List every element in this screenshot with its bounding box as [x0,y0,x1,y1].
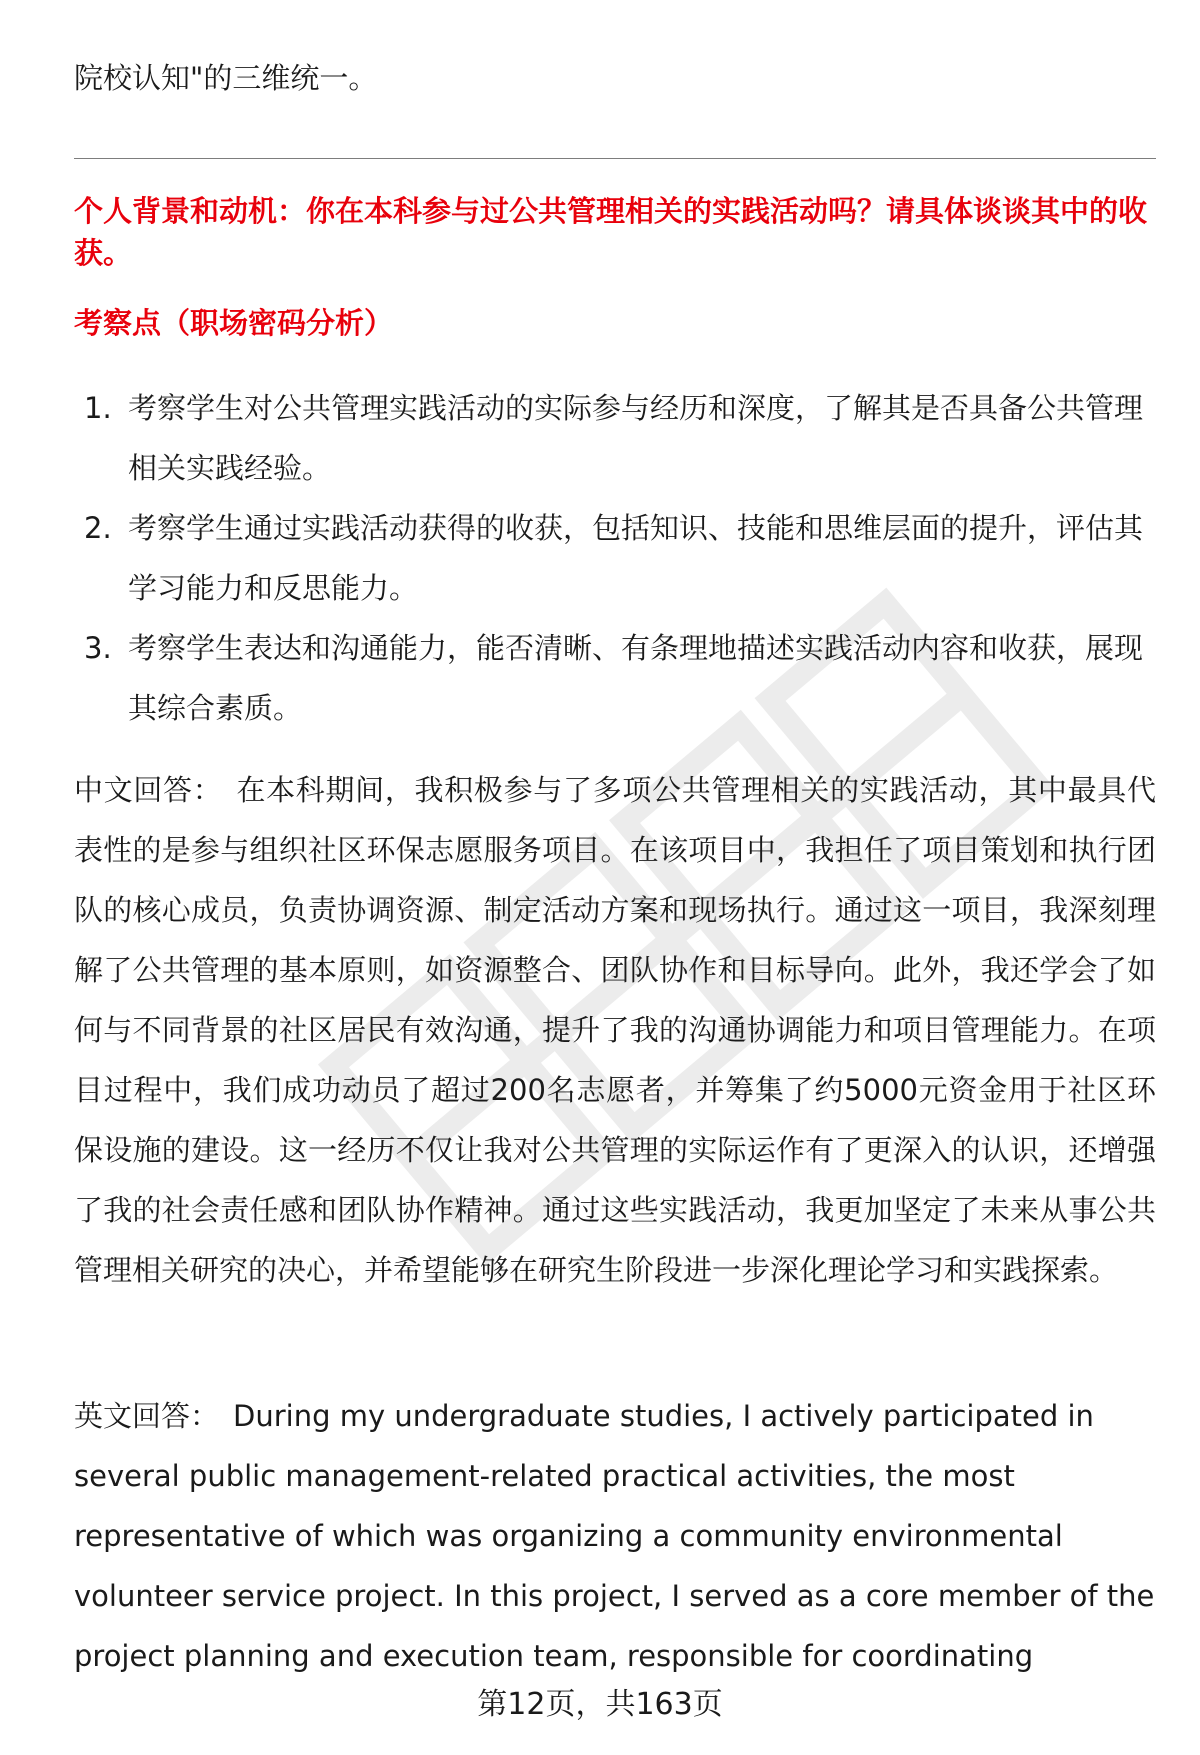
list-item-number: 3. [84,631,112,665]
page-number: 第12页，共163页 [477,1687,723,1722]
list-item-number: 2. [84,511,112,545]
assessment-title: 考察点（职场密码分析） [74,306,394,340]
list-item [74,378,1156,498]
chinese-answer-text: 在本科期间，我积极参与了多项公共管理相关的实践活动，其中最具代表性的是参与组织社区环保志愿服务项目。在该项目中，我担任了项目策划和执行团队的核心成员，负责协调资源、制定活动方案和现场执行。通过这一项目，我深刻理解了公共管理的基本原则，如资源整合、团队协作和目标导向。此外，我还学会了如何与不同背景的社区居民有效沟通，提升了我的沟通协调能力和项目管理能力。在项目过程中，我们成功动员了超过200名志愿者，并筹集了约5000元资金用于社区环保设施的建设。这一经历不仅让我对公共管理的实际运作有了更深入的认识，还增强了我的社会责任感和团队协作精神。通过这些实践活动，我更加坚定了未来从事公共管理相关研究的决心，并希望能够在研究生阶段进一步深化理论学习和实践探索。 [74,773,1156,1287]
english-answer-label: 英文回答： [74,1399,220,1433]
carryover-text: 院校认知"的三维统一。 [74,61,378,95]
question-heading: 个人背景和动机：你在本科参与过公共管理相关的实践活动吗？请具体谈谈其中的收获。 [74,194,1148,270]
list-item [74,618,1156,738]
section-divider [74,158,1156,159]
chinese-answer [74,760,1156,1300]
assessment-list [74,378,1156,738]
list-item-number: 1. [84,391,112,425]
english-answer [74,1386,1156,1686]
chinese-answer-label: 中文回答： [74,773,223,807]
list-item-text: 考察学生对公共管理实践活动的实际参与经历和深度，了解其是否具备公共管理相关实践经验。 [128,391,1144,485]
list-item-text: 考察学生表达和沟通能力，能否清晰、有条理地描述实践活动内容和收获，展现其综合素质。 [128,631,1144,725]
document-page [74,0,1156,1755]
list-item-text: 考察学生通过实践活动获得的收获，包括知识、技能和思维层面的提升，评估其学习能力和反思能力。 [128,511,1144,605]
list-item [74,498,1156,618]
english-answer-text: During my undergraduate studies, I actively participated in several public management-related practical activities, the most representative of which was organizing a community environmental volunteer service project. In this project, I served as a core member of the project planning and execution team, responsible for coordinating [74,1399,1155,1673]
